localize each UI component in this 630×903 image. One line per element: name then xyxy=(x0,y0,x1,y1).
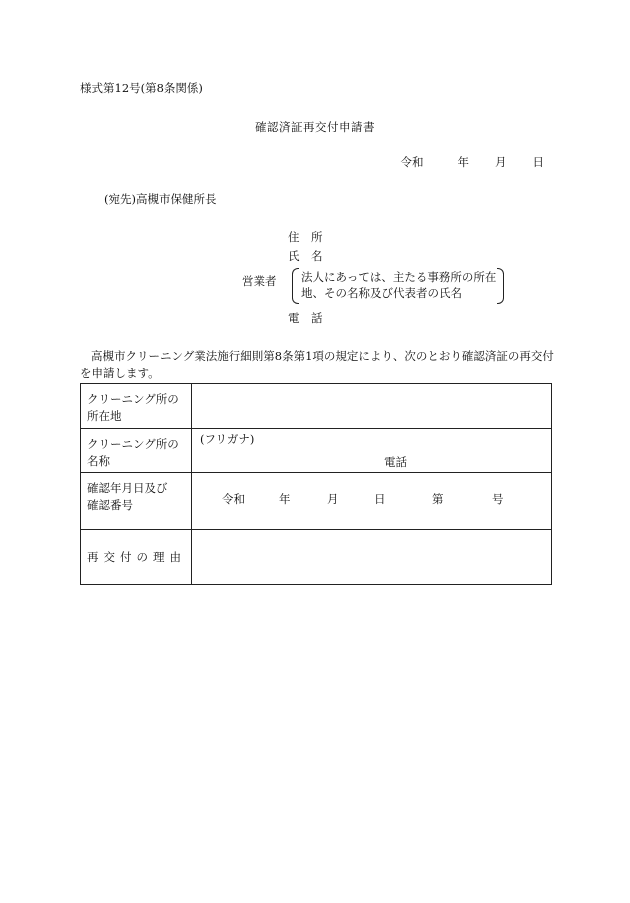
location-input[interactable] xyxy=(192,384,552,429)
body-text: 高槻市クリーニング業法施行細則第8条第1項の規定により、次のとおり確認済証の再交付を申請します。 xyxy=(80,349,554,380)
left-bracket xyxy=(292,268,299,304)
date-era: 令和 xyxy=(400,155,424,169)
date-day: 日 xyxy=(532,155,544,169)
confirmation-label-line2: 確認番号 xyxy=(87,498,133,513)
table-row xyxy=(81,428,552,473)
confirmation-era: 令和 xyxy=(222,492,245,507)
reason-char: の xyxy=(136,549,148,564)
shop-name-label-line2: 名称 xyxy=(87,453,110,468)
table-row xyxy=(81,530,552,585)
furigana-label: (フリガナ) xyxy=(200,431,255,446)
date-line xyxy=(401,156,545,170)
confirmation-number-prefix: 第 xyxy=(432,492,444,507)
location-label-line1: クリーニング所の xyxy=(87,392,179,406)
applicant-phone-label: 電 話 xyxy=(288,311,323,325)
application-table xyxy=(80,383,552,585)
confirmation-input[interactable] xyxy=(192,473,552,530)
operator-note-line1: 法人にあっては、主たる事務所の所在 xyxy=(301,270,497,284)
table-row xyxy=(81,384,552,429)
date-month: 月 xyxy=(495,155,507,169)
shop-name-label-line1: クリーニング所の xyxy=(87,436,179,451)
operator-note xyxy=(292,268,504,304)
document-title: 確認済証再交付申請書 xyxy=(255,120,375,134)
location-label xyxy=(81,384,192,429)
confirmation-label-line1: 確認年月日及び xyxy=(87,481,168,496)
operator-label: 営業者 xyxy=(242,274,277,288)
reason-input[interactable] xyxy=(192,530,552,585)
reason-label xyxy=(81,530,192,585)
applicant-name-label: 氏 名 xyxy=(288,249,323,263)
confirmation-month: 月 xyxy=(327,492,339,507)
confirmation-day: 日 xyxy=(374,492,386,507)
operator-note-line2: 地、その名称及び代表者の氏名 xyxy=(301,286,462,300)
confirmation-label xyxy=(81,473,192,530)
table-row xyxy=(81,473,552,530)
reason-char: 再 xyxy=(87,549,99,564)
shop-name-input[interactable] xyxy=(192,428,552,473)
reason-label-text xyxy=(87,549,181,566)
operator-note-text xyxy=(301,269,496,301)
confirmation-year: 年 xyxy=(279,492,291,507)
location-label-line2: 所在地 xyxy=(87,409,122,423)
addressee: (宛先)高槻市保健所長 xyxy=(104,192,217,206)
reason-char: 付 xyxy=(120,549,132,564)
date-year: 年 xyxy=(457,155,469,169)
applicant-address-label: 住 所 xyxy=(288,230,323,244)
reason-char: 理 xyxy=(153,549,165,564)
right-bracket xyxy=(497,268,504,304)
form-number: 様式第12号(第8条関係) xyxy=(80,81,203,95)
reason-char: 由 xyxy=(169,549,181,564)
shop-name-label xyxy=(81,428,192,473)
shop-phone-label: 電話 xyxy=(384,454,407,469)
reason-char: 交 xyxy=(103,549,115,564)
confirmation-number-suffix: 号 xyxy=(492,492,504,507)
